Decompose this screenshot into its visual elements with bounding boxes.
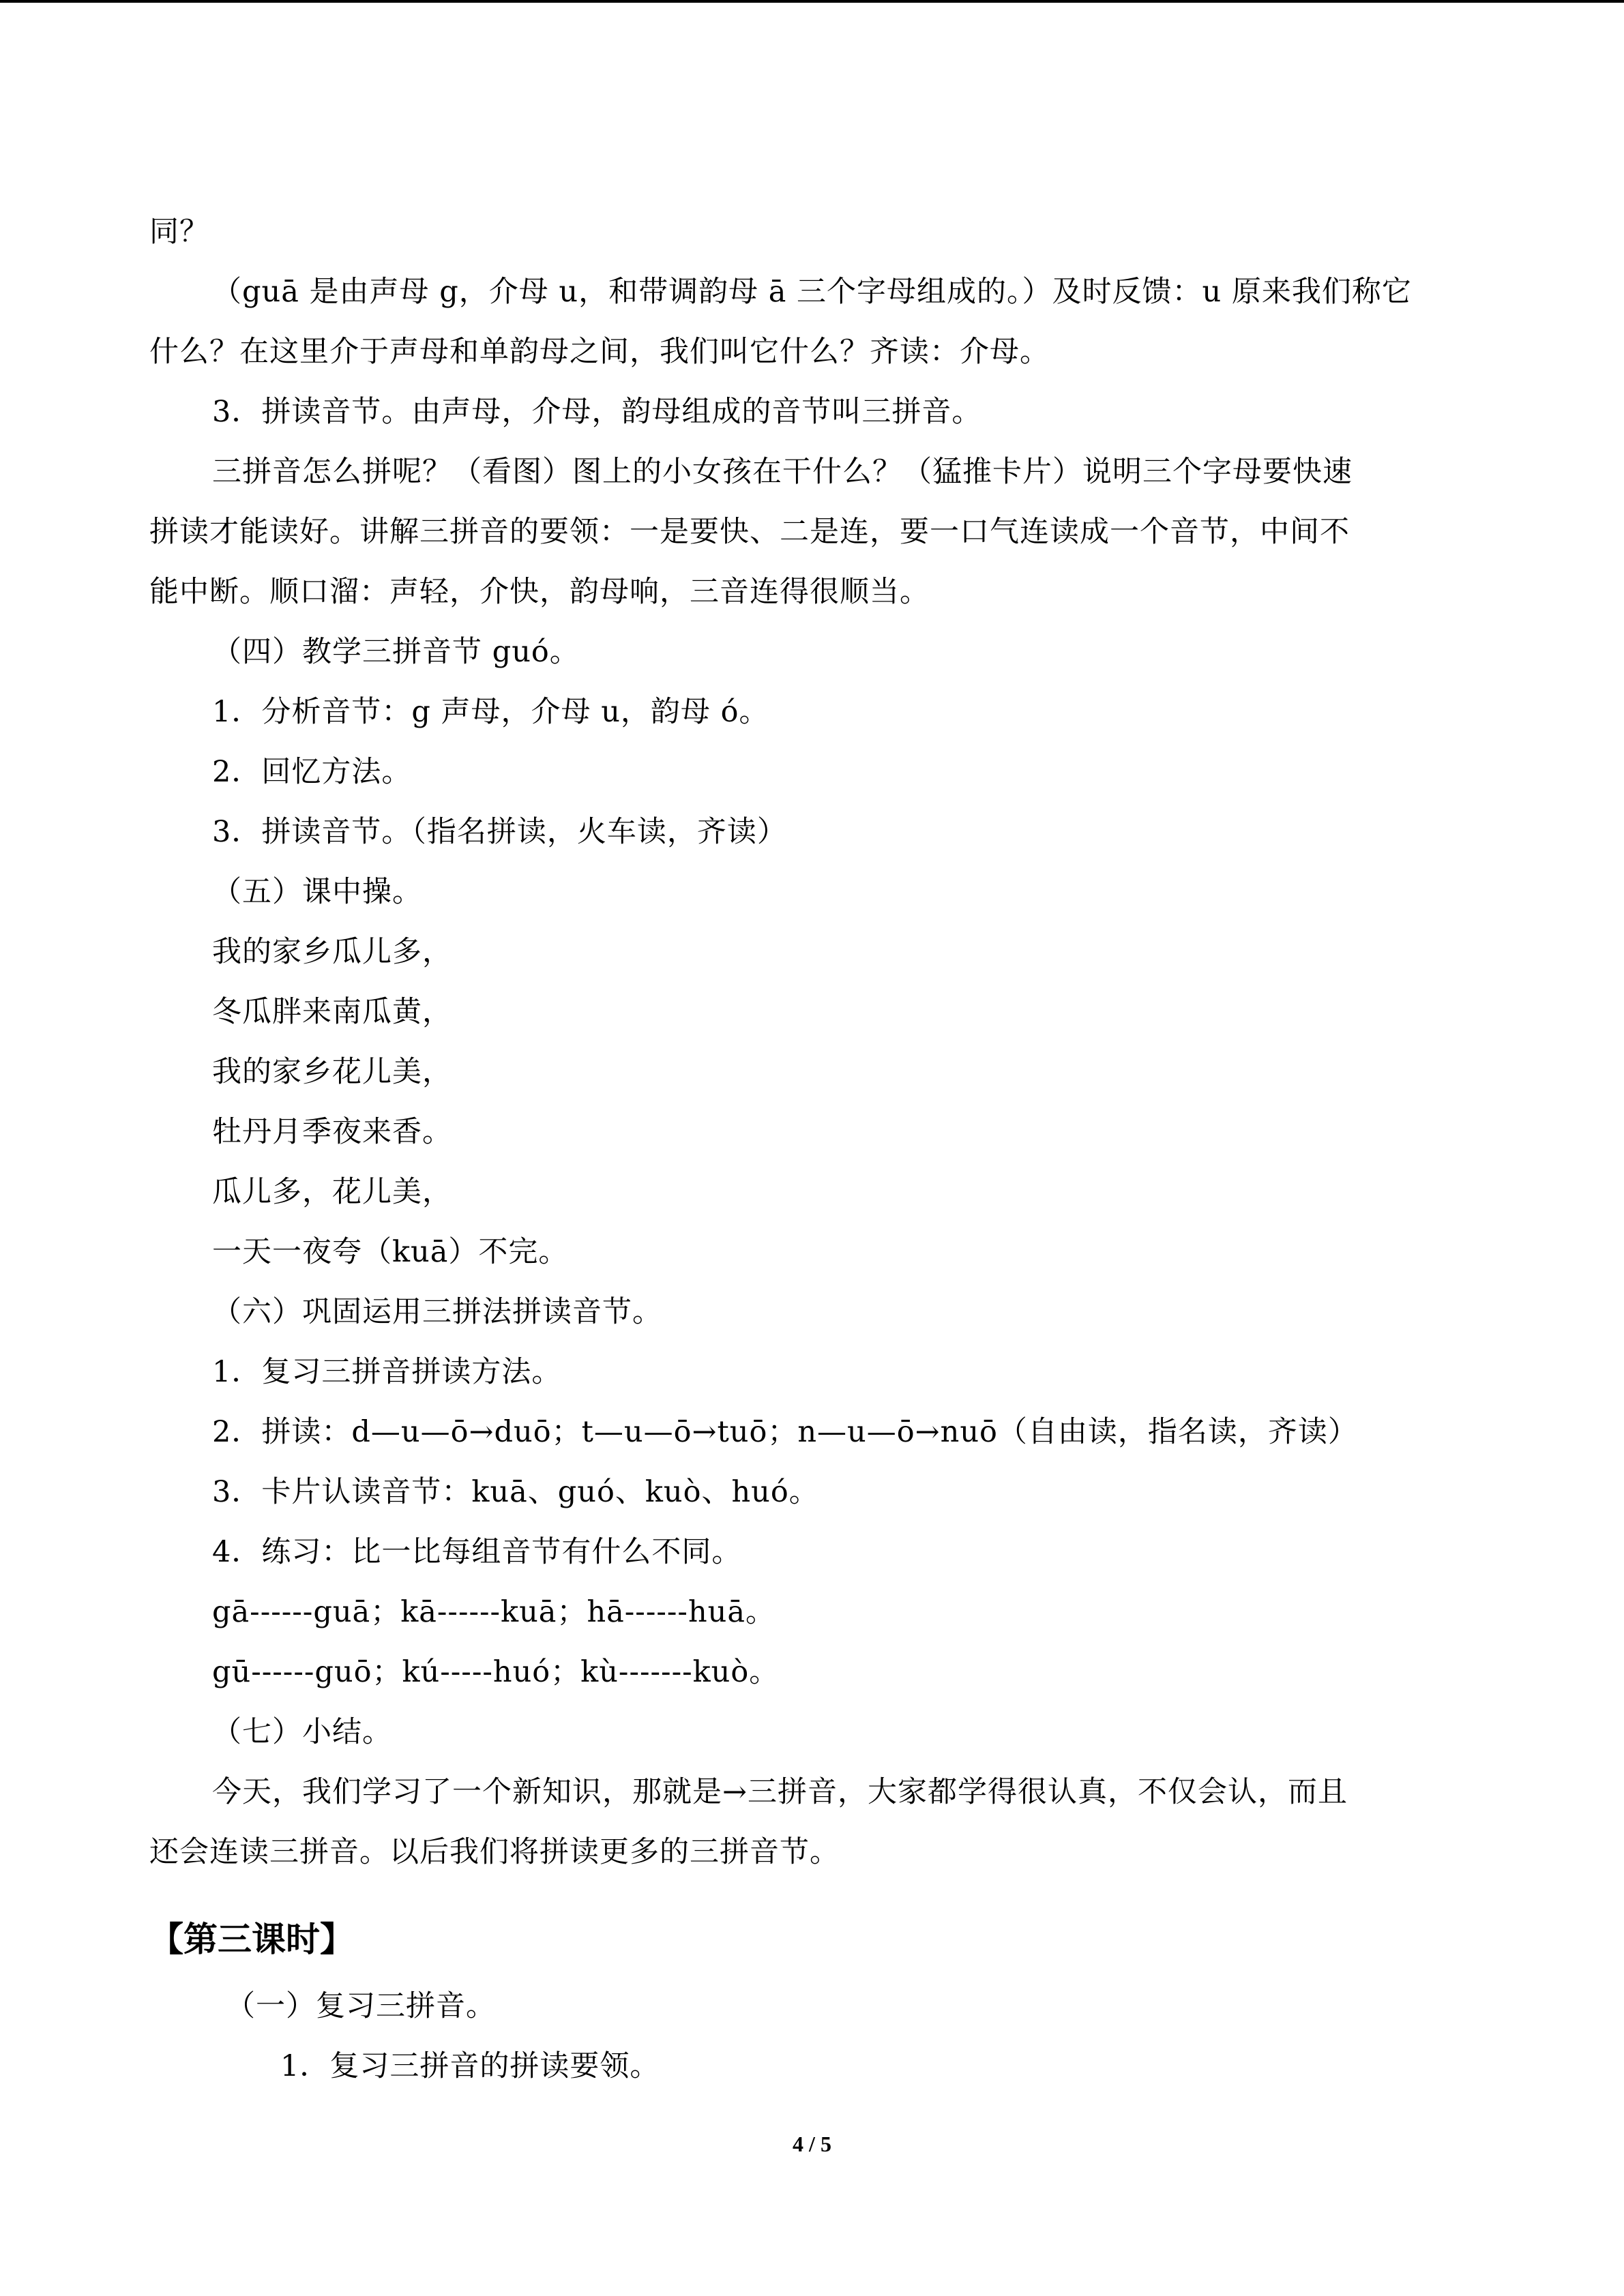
paragraph-line: 1．分析音节：g 声母，介母 u，韵母 ó。 [212,695,769,729]
paragraph-line: 3．拼读音节。由声母，介母，韵母组成的音节叫三拼音。 [212,395,982,429]
paragraph-line: 1．复习三拼音的拼读要领。 [280,2049,660,2083]
paragraph-line: gū------guō；kú-----huó；kù-------kuò。 [212,1655,780,1689]
paragraph-line: 什么？在这里介于声母和单韵母之间，我们叫它什么？齐读：介母。 [149,335,1050,369]
paragraph-line: 一天一夜夸（kuā）不完。 [212,1235,569,1269]
paragraph-line: （一）复习三拼音。 [226,1989,496,2023]
paragraph-line: （七）小结。 [212,1715,392,1749]
paragraph-line: （五）课中操。 [212,875,422,909]
page-top-border [0,0,1624,3]
section-heading: 【第三课时】 [149,1920,354,1959]
paragraph-line: 冬瓜胖来南瓜黄， [212,995,452,1029]
paragraph-line: 瓜儿多，花儿美， [212,1175,452,1209]
paragraph-line: 1．复习三拼音拼读方法。 [212,1355,562,1389]
paragraph-line: 3．拼读音节。（指名拼读，火车读，齐读） [212,815,787,849]
paragraph-line: 2．回忆方法。 [212,755,412,789]
section-body-text [149,1976,1479,2096]
paragraph-line: 2．拼读：d—u—ō→duō；t—u—ō→tuō；n—u—ō→nuō（自由读，指名读，齐读） [212,1415,1358,1449]
paragraph-line: 3．卡片认读音节：kuā、guó、kuò、huó。 [212,1475,819,1509]
paragraph-line: 今天，我们学习了一个新知识，那就是→三拼音，大家都学得很认真，不仅会认，而且 [212,1775,1348,1809]
paragraph-line: 拼读才能读好。讲解三拼音的要领：一是要快、二是连，要一口气连读成一个音节，中间不 [149,515,1350,549]
paragraph-line: 牡丹月季夜来香。 [212,1115,452,1149]
paragraph-line: （四）教学三拼音节 guó。 [212,635,580,669]
paragraph-line: 还会连读三拼音。以后我们将拼读更多的三拼音节。 [149,1835,840,1869]
paragraph-line: gā------guā；kā------kuā；hā------huā。 [212,1595,776,1629]
page-number: 4 / 5 [793,2132,831,2156]
paragraph-line: （六）巩固运用三拼法拼读音节。 [212,1295,662,1329]
paragraph-line: 4．练习：比一比每组音节有什么不同。 [212,1535,742,1569]
paragraph-line: 同？ [149,215,209,249]
paragraph-line: 我的家乡瓜儿多， [212,935,452,969]
paragraph-line: 我的家乡花儿美， [212,1055,452,1089]
body-text [149,202,1479,1882]
paragraph-line: 能中断。顺口溜：声轻，介快，韵母响，三音连得很顺当。 [149,575,930,609]
paragraph-line: （guā 是由声母 g，介母 u，和带调韵母 ā 三个字母组成的。）及时反馈：u 原来我们称它 [212,275,1412,309]
document-page [149,202,1479,2096]
paragraph-line: 三拼音怎么拼呢？（看图）图上的小女孩在干什么？（猛推卡片）说明三个字母要快速 [212,455,1353,489]
